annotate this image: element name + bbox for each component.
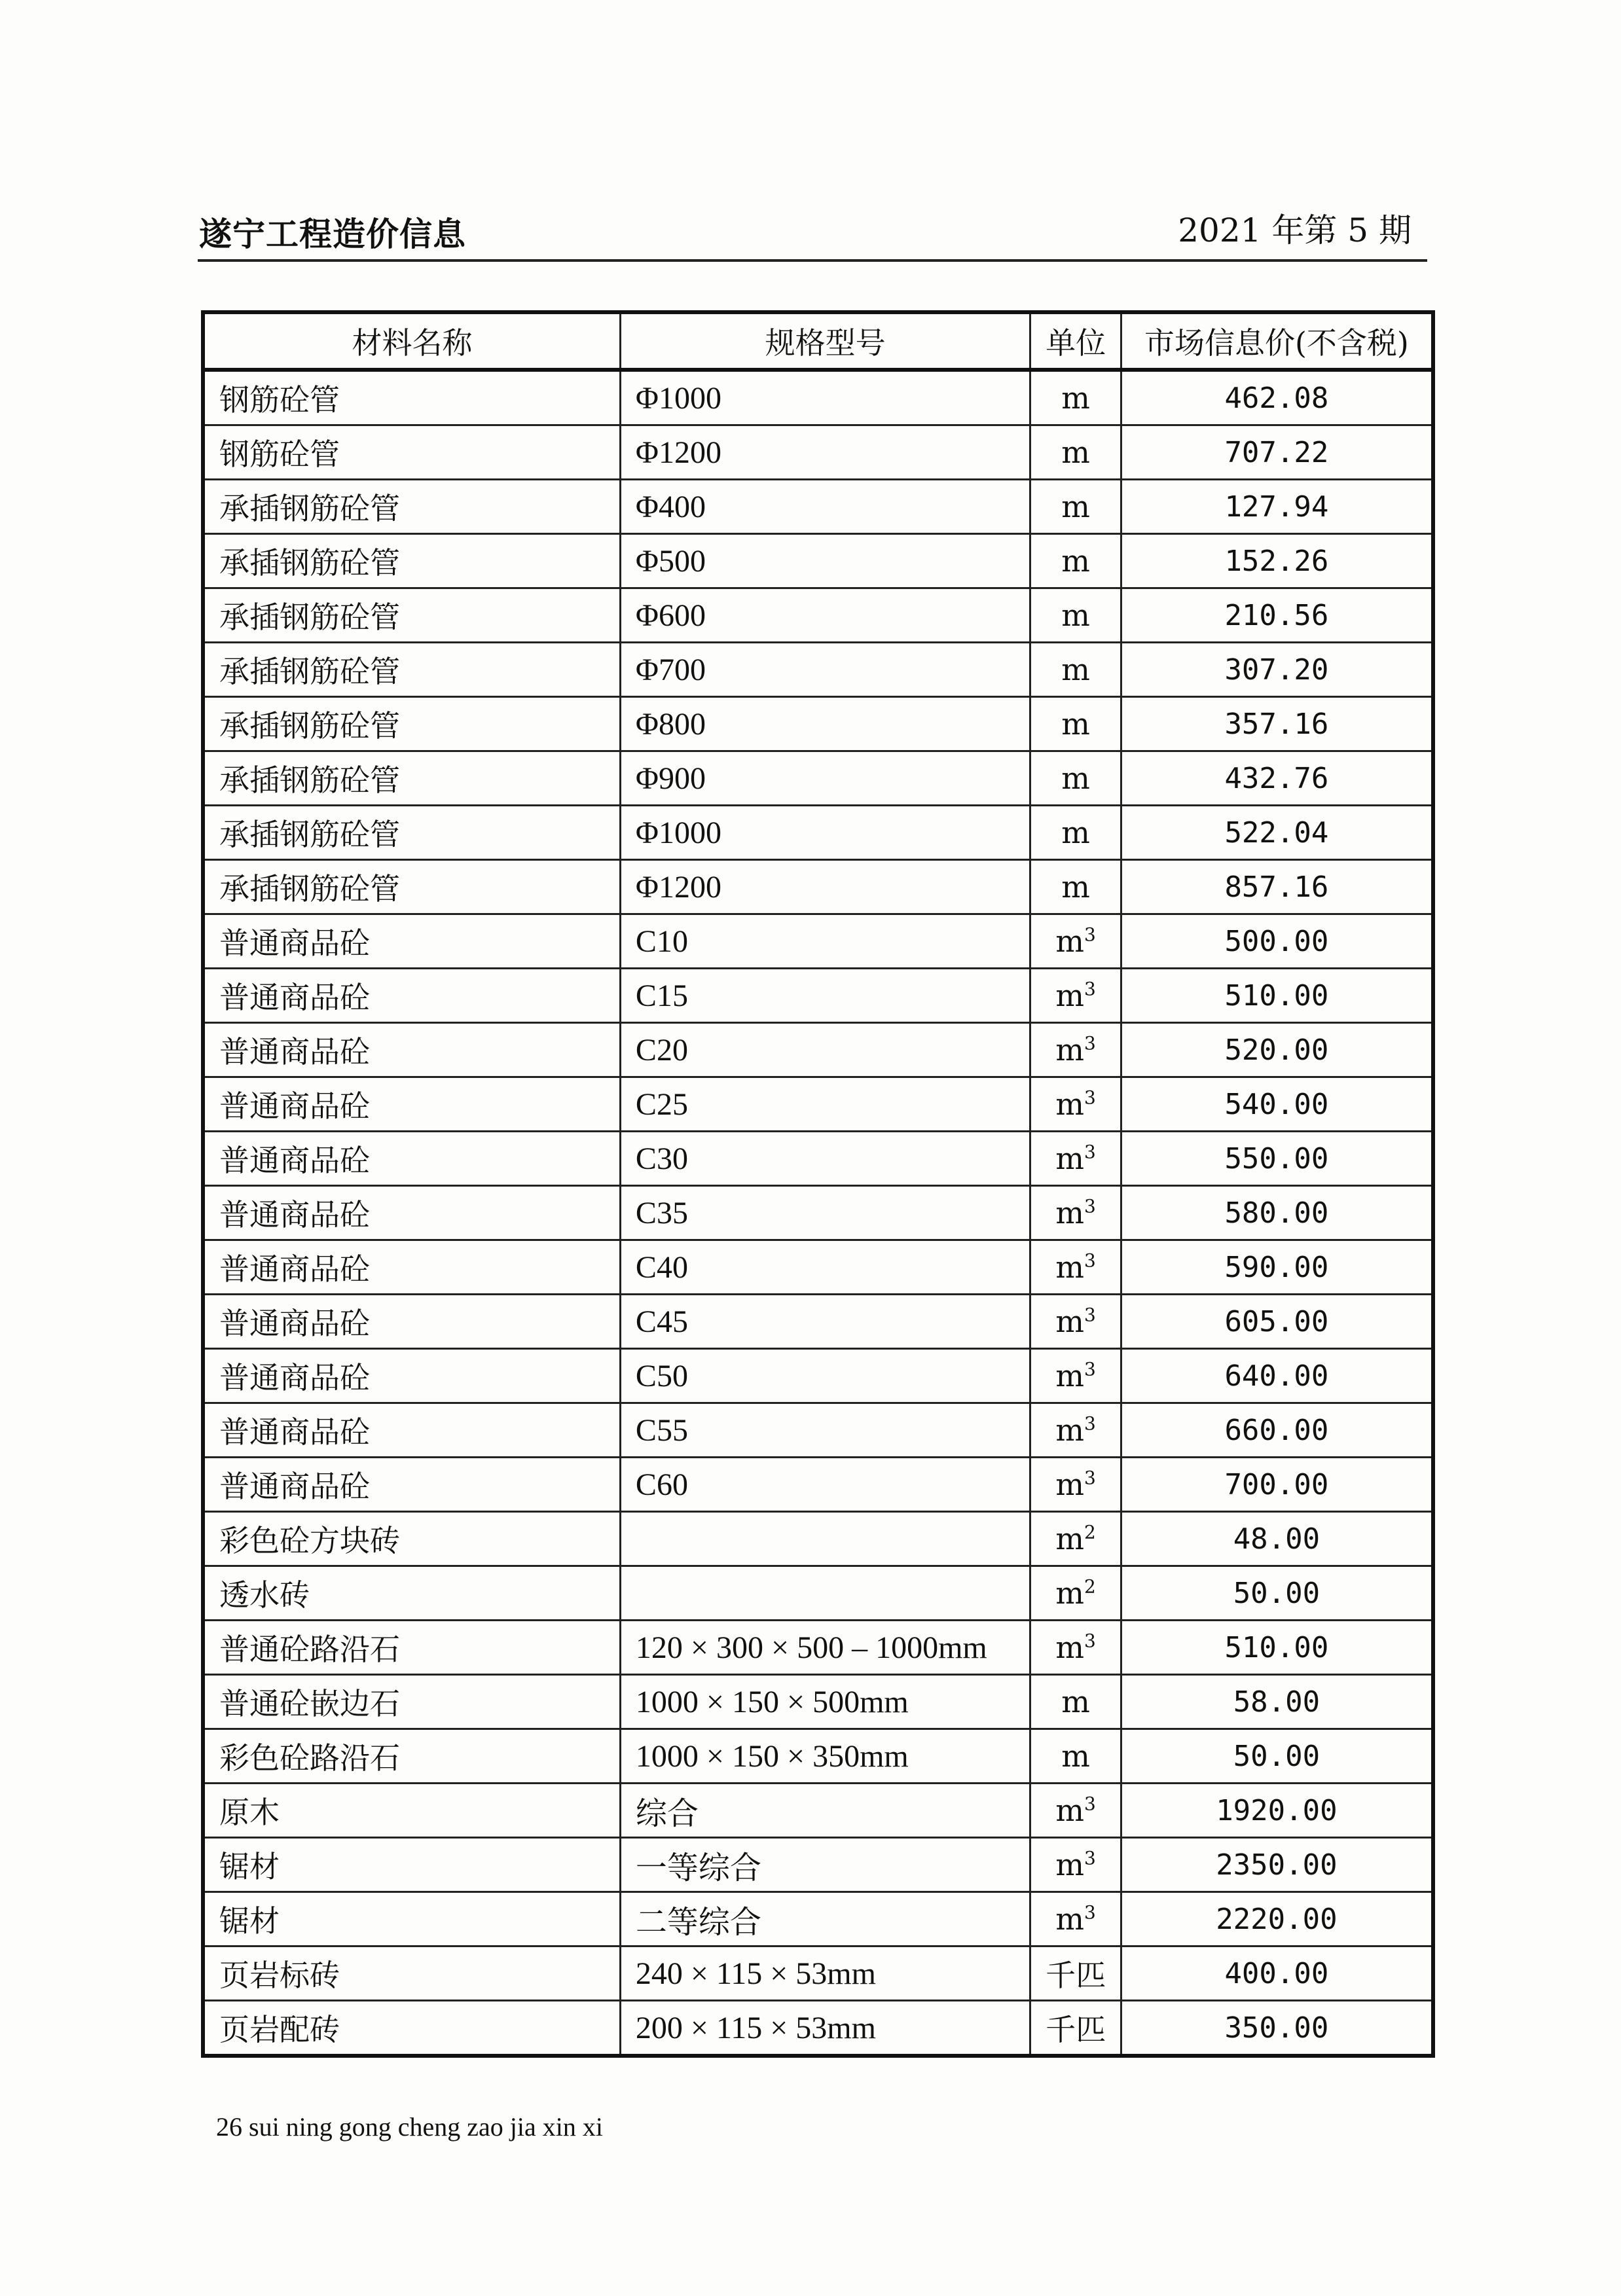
material-name: 钢筋砼管 [203,370,620,425]
material-price: 640.00 [1121,1349,1433,1403]
unit-base: m [1055,1358,1084,1393]
material-name: 透水砖 [203,1566,620,1621]
column-header-unit: 单位 [1030,312,1121,370]
table-row [203,1621,1433,1675]
issue-label: 2021 年第 5 期 [1178,211,1412,249]
unit-base: m [1055,1847,1084,1882]
unit-base: m [1055,1304,1084,1339]
material-name: 普通商品砼 [203,969,620,1023]
material-spec: 240 × 115 × 53mm [620,1946,1030,2001]
table-row [203,1077,1433,1132]
table-row [203,1240,1433,1295]
unit-base: m [1055,978,1084,1013]
unit-base: m [1061,815,1090,850]
material-price: 580.00 [1121,1186,1433,1240]
unit-exponent: 3 [1084,1467,1096,1489]
material-name: 普通砼嵌边石 [203,1675,620,1729]
unit-base: m [1055,1521,1084,1556]
table-row [203,643,1433,697]
table-row [203,370,1433,425]
material-name: 普通商品砼 [203,1295,620,1349]
material-unit [1030,2001,1121,2056]
table-row [203,480,1433,534]
header-divider [198,259,1427,262]
unit-base: m [1061,706,1090,742]
unit-base: m [1061,543,1090,579]
unit-exponent: 3 [1084,1358,1096,1380]
material-price: 510.00 [1121,969,1433,1023]
material-unit [1030,643,1121,697]
unit-base: m [1055,924,1084,959]
material-unit [1030,1458,1121,1512]
material-spec: Φ500 [620,534,1030,588]
material-price: 520.00 [1121,1023,1433,1077]
unit-base: m [1061,1684,1090,1719]
unit-base: m [1055,1793,1084,1828]
material-price: 357.16 [1121,697,1433,751]
material-unit [1030,1838,1121,1892]
table-header-row [203,312,1433,370]
material-unit [1030,1784,1121,1838]
material-unit [1030,751,1121,806]
unit-base: m [1061,652,1090,687]
material-spec: Φ1000 [620,370,1030,425]
material-price: 307.20 [1121,643,1433,697]
unit-exponent: 3 [1084,1304,1096,1326]
material-spec: C25 [620,1077,1030,1132]
material-spec: 120 × 300 × 500 – 1000mm [620,1621,1030,1675]
material-spec: Φ900 [620,751,1030,806]
table-row [203,860,1433,914]
table-row [203,1838,1433,1892]
material-unit [1030,480,1121,534]
unit-exponent: 3 [1084,1195,1096,1217]
material-unit [1030,1566,1121,1621]
unit-base: m [1055,1086,1084,1122]
material-name: 承插钢筋砼管 [203,697,620,751]
unit-base: 千匹 [1046,2012,1106,2047]
material-price: 857.16 [1121,860,1433,914]
material-name: 普通商品砼 [203,1023,620,1077]
material-price: 660.00 [1121,1403,1433,1458]
table-row [203,2001,1433,2056]
unit-base: m [1055,1575,1084,1611]
material-price: 707.22 [1121,425,1433,480]
unit-base: m [1055,1630,1084,1665]
material-spec: 二等综合 [620,1892,1030,1946]
table-row [203,751,1433,806]
material-spec: 1000 × 150 × 500mm [620,1675,1030,1729]
material-unit [1030,1675,1121,1729]
material-price: 152.26 [1121,534,1433,588]
material-unit [1030,1186,1121,1240]
material-price: 432.76 [1121,751,1433,806]
unit-exponent: 3 [1084,1141,1096,1163]
unit-exponent: 3 [1084,1249,1096,1272]
material-unit [1030,860,1121,914]
unit-base: m [1055,1901,1084,1937]
material-name: 普通商品砼 [203,1186,620,1240]
unit-exponent: 3 [1084,1630,1096,1652]
material-price: 127.94 [1121,480,1433,534]
material-unit [1030,697,1121,751]
material-unit [1030,425,1121,480]
unit-exponent: 3 [1084,1847,1096,1869]
material-unit [1030,534,1121,588]
table-row [203,1186,1433,1240]
material-unit [1030,1621,1121,1675]
page-footer: 26 sui ning gong cheng zao jia xin xi [216,2112,604,2142]
material-spec: 1000 × 150 × 350mm [620,1729,1030,1784]
material-unit [1030,1349,1121,1403]
unit-exponent: 2 [1084,1521,1096,1543]
material-spec: C10 [620,914,1030,969]
unit-exponent: 3 [1084,1901,1096,1924]
material-spec: C30 [620,1132,1030,1186]
unit-base: m [1055,1141,1084,1176]
unit-base: m [1055,1467,1084,1502]
unit-base: m [1061,761,1090,796]
material-price: 540.00 [1121,1077,1433,1132]
material-spec: Φ1000 [620,806,1030,860]
material-name: 普通商品砼 [203,1458,620,1512]
material-spec: C45 [620,1295,1030,1349]
material-unit [1030,914,1121,969]
unit-base: m [1061,598,1090,633]
table-row [203,1946,1433,2001]
material-name: 承插钢筋砼管 [203,751,620,806]
material-spec: Φ800 [620,697,1030,751]
material-name: 钢筋砼管 [203,425,620,480]
material-unit [1030,1295,1121,1349]
table-row [203,969,1433,1023]
material-name: 承插钢筋砼管 [203,860,620,914]
material-spec: 一等综合 [620,1838,1030,1892]
material-name: 普通商品砼 [203,1240,620,1295]
unit-base: m [1055,1032,1084,1067]
material-spec: C60 [620,1458,1030,1512]
table-row [203,588,1433,643]
table-row [203,1295,1433,1349]
price-table [201,310,1435,2058]
column-header-name: 材料名称 [203,312,620,370]
unit-exponent: 3 [1084,1086,1096,1109]
publication-title: 遂宁工程造价信息 [199,215,466,253]
material-name: 承插钢筋砼管 [203,806,620,860]
material-price: 48.00 [1121,1512,1433,1566]
material-name: 页岩标砖 [203,1946,620,2001]
material-spec: C50 [620,1349,1030,1403]
table-row [203,1512,1433,1566]
material-name: 原木 [203,1784,620,1838]
material-unit [1030,1512,1121,1566]
material-spec: C55 [620,1403,1030,1458]
table-row [203,1403,1433,1458]
unit-base: m [1055,1195,1084,1230]
material-price: 500.00 [1121,914,1433,969]
material-price: 605.00 [1121,1295,1433,1349]
unit-exponent: 3 [1084,1032,1096,1054]
material-price: 462.08 [1121,370,1433,425]
material-name: 承插钢筋砼管 [203,480,620,534]
table-row [203,1784,1433,1838]
table-row [203,1566,1433,1621]
material-price: 1920.00 [1121,1784,1433,1838]
table-row [203,1023,1433,1077]
table-row [203,1675,1433,1729]
material-unit [1030,806,1121,860]
material-spec [620,1566,1030,1621]
unit-exponent: 3 [1084,924,1096,946]
material-name: 普通砼路沿石 [203,1621,620,1675]
material-unit [1030,1077,1121,1132]
material-price: 550.00 [1121,1132,1433,1186]
unit-base: 千匹 [1046,1958,1106,1993]
material-spec: Φ600 [620,588,1030,643]
unit-exponent: 3 [1084,978,1096,1000]
material-unit [1030,1892,1121,1946]
unit-base: m [1061,435,1090,470]
material-name: 承插钢筋砼管 [203,643,620,697]
material-unit [1030,969,1121,1023]
material-price: 522.04 [1121,806,1433,860]
table-row [203,534,1433,588]
table-row [203,806,1433,860]
material-unit [1030,1132,1121,1186]
material-spec: Φ1200 [620,860,1030,914]
unit-exponent: 3 [1084,1793,1096,1815]
unit-base: m [1061,489,1090,524]
material-price: 350.00 [1121,2001,1433,2056]
material-name: 普通商品砼 [203,1403,620,1458]
table-row [203,1729,1433,1784]
material-unit [1030,1023,1121,1077]
material-unit [1030,1240,1121,1295]
material-price: 400.00 [1121,1946,1433,2001]
material-unit [1030,588,1121,643]
column-header-price: 市场信息价(不含税) [1121,312,1433,370]
table-row [203,914,1433,969]
material-spec: Φ1200 [620,425,1030,480]
material-unit [1030,1403,1121,1458]
unit-base: m [1055,1412,1084,1448]
material-unit [1030,370,1121,425]
material-spec: C15 [620,969,1030,1023]
material-name: 彩色砼方块砖 [203,1512,620,1566]
material-price: 2220.00 [1121,1892,1433,1946]
material-name: 普通商品砼 [203,1132,620,1186]
table-row [203,697,1433,751]
material-name: 承插钢筋砼管 [203,534,620,588]
material-price: 58.00 [1121,1675,1433,1729]
unit-base: m [1061,869,1090,905]
material-price: 510.00 [1121,1621,1433,1675]
material-spec: C20 [620,1023,1030,1077]
material-spec: 200 × 115 × 53mm [620,2001,1030,2056]
material-spec: 综合 [620,1784,1030,1838]
table-row [203,1349,1433,1403]
unit-base: m [1055,1249,1084,1285]
unit-exponent: 2 [1084,1575,1096,1598]
table-row [203,1132,1433,1186]
unit-base: m [1061,1738,1090,1774]
material-price: 700.00 [1121,1458,1433,1512]
column-header-spec: 规格型号 [620,312,1030,370]
material-spec: C40 [620,1240,1030,1295]
table-row [203,425,1433,480]
unit-base: m [1061,380,1090,416]
table-row [203,1892,1433,1946]
unit-exponent: 3 [1084,1412,1096,1435]
material-unit [1030,1729,1121,1784]
material-price: 50.00 [1121,1729,1433,1784]
material-name: 普通商品砼 [203,914,620,969]
material-price: 590.00 [1121,1240,1433,1295]
material-name: 承插钢筋砼管 [203,588,620,643]
material-price: 2350.00 [1121,1838,1433,1892]
material-spec: Φ400 [620,480,1030,534]
table-row [203,1458,1433,1512]
material-price: 50.00 [1121,1566,1433,1621]
material-price: 210.56 [1121,588,1433,643]
material-spec: C35 [620,1186,1030,1240]
material-spec [620,1512,1030,1566]
material-unit [1030,1946,1121,2001]
material-spec: Φ700 [620,643,1030,697]
material-name: 锯材 [203,1838,620,1892]
material-name: 普通商品砼 [203,1077,620,1132]
material-name: 页岩配砖 [203,2001,620,2056]
material-name: 普通商品砼 [203,1349,620,1403]
material-name: 锯材 [203,1892,620,1946]
material-name: 彩色砼路沿石 [203,1729,620,1784]
